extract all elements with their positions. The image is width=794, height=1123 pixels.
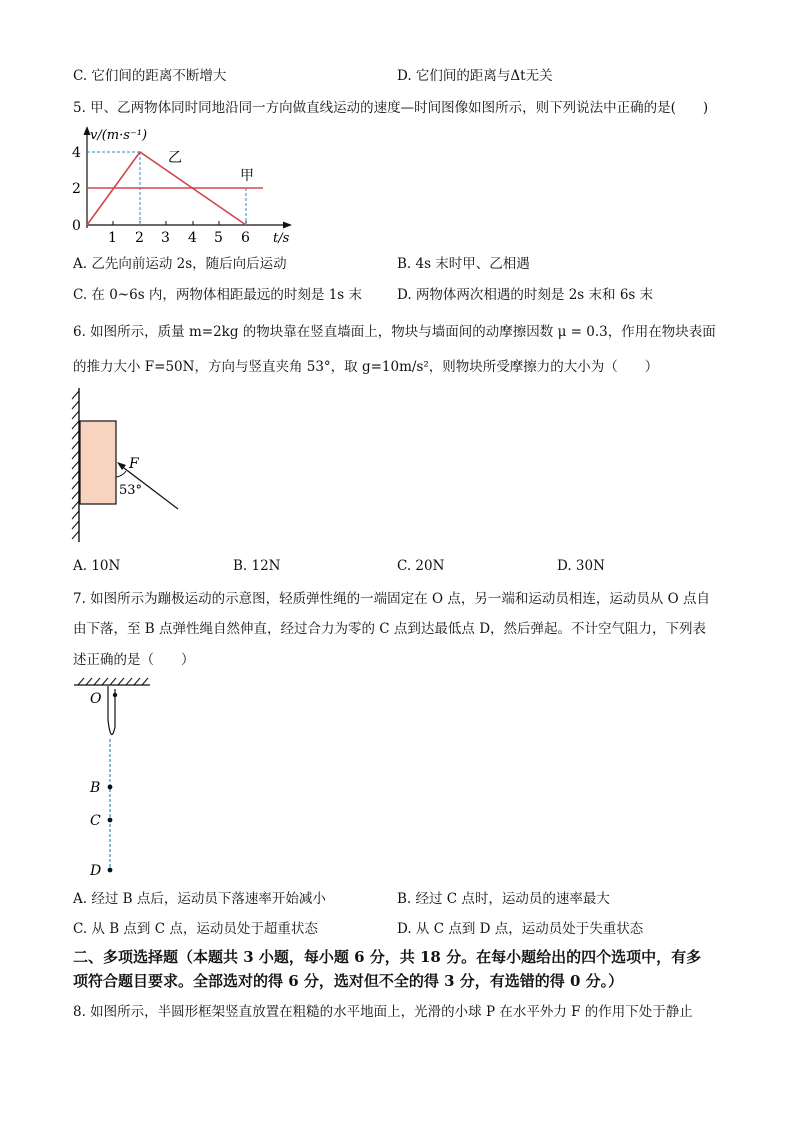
q6-wall-block-figure — [66, 385, 196, 545]
point-d — [108, 868, 113, 873]
q6-line-1: 6. 如图所示，质量 m=2kg 的物块靠在竖直墙面上，物块与墙面间的动摩擦因数 μ = 0.3，作用在物块表面 — [73, 324, 716, 340]
x-axis-label: t/s — [273, 231, 290, 246]
q7-line-3: 述正确的是（ ） — [73, 652, 195, 668]
q7-option-b: B. 经过 C 点时，运动员的速率最大 — [397, 891, 610, 907]
x-tick-2: 2 — [135, 230, 144, 246]
label-b: B — [90, 780, 101, 796]
label-jia: 甲 — [240, 168, 254, 184]
x-tick-5: 5 — [214, 230, 223, 246]
q6-option-a: A. 10N — [73, 558, 121, 574]
block — [80, 421, 116, 504]
q5-option-b: B. 4s 末时甲、乙相遇 — [397, 256, 530, 272]
x-tick-4: 4 — [188, 230, 197, 246]
angle-arc — [116, 471, 126, 477]
point-o — [113, 693, 117, 697]
q5-option-d: D. 两物体两次相遇的时刻是 2s 末和 6s 末 — [397, 287, 654, 303]
q5-option-c: C. 在 0~6s 内，两物体相距最远的时刻是 1s 末 — [73, 287, 363, 303]
q7-line-2: 由下落，至 B 点弹性绳自然伸直，经过合力为零的 C 点到达最低点 D，然后弹起。不计空气阻力，下列表 — [73, 621, 707, 637]
y-tick-2: 2 — [72, 181, 81, 197]
y-tick-0: 0 — [72, 218, 81, 234]
q4-option-c: C. 它们间的距离不断增大 — [73, 68, 227, 84]
y-tick-4: 4 — [72, 145, 81, 161]
label-o: O — [90, 691, 102, 707]
q7-line-1: 7. 如图所示为蹦极运动的示意图，轻质弹性绳的一端固定在 O 点，另一端和运动员相连，运动员从 O 点自 — [73, 591, 710, 607]
angle-label: 53° — [119, 483, 143, 498]
q5-vt-chart — [60, 120, 310, 250]
q8-line-1: 8. 如图所示，半圆形框架竖直放置在粗糙的水平地面上，光滑的小球 P 在水平外力 F 的作用下处于静止 — [73, 1004, 693, 1020]
q4-option-d: D. 它们间的距离与Δt无关 — [397, 68, 553, 84]
y-axis-label: v/(m·s⁻¹) — [90, 128, 148, 143]
label-c: C — [90, 813, 101, 829]
x-axis-arrow — [283, 222, 292, 229]
q6-option-c: C. 20N — [397, 558, 445, 574]
point-c — [108, 818, 113, 823]
wall-hatching — [72, 391, 79, 539]
x-tick-6: 6 — [241, 230, 250, 246]
label-d: D — [90, 863, 102, 879]
q7-bungee-figure — [70, 675, 160, 880]
q6-option-b: B. 12N — [233, 558, 281, 574]
q7-option-c: C. 从 B 点到 C 点，运动员处于超重状态 — [73, 921, 318, 937]
q6-line-2: 的推力大小 F=50N，方向与竖直夹角 53°，取 g=10m/s²，则物块所受摩擦力的大小为（ ） — [73, 359, 659, 375]
q6-option-d: D. 30N — [557, 558, 605, 574]
x-tick-3: 3 — [161, 230, 170, 246]
q5-option-a: A. 乙先向前运动 2s，随后向后运动 — [73, 256, 287, 272]
force-label: F — [129, 456, 139, 472]
section-2-heading-line-2: 项符合题目要求。全部选对的得 6 分，选对但不全的得 3 分，有选错的得 0 分。） — [73, 972, 624, 990]
q7-option-d: D. 从 C 点到 D 点，运动员处于失重状态 — [397, 921, 644, 937]
q7-option-a: A. 经过 B 点后，运动员下落速率开始减小 — [73, 891, 326, 907]
label-yi: 乙 — [168, 150, 182, 166]
point-b — [108, 785, 113, 790]
q5-stem: 5. 甲、乙两物体同时同地沿同一方向做直线运动的速度—时间图像如图所示，则下列说法中正确的是( ) — [73, 100, 709, 116]
x-tick-1: 1 — [108, 230, 117, 246]
section-2-heading-line-1: 二、多项选择题（本题共 3 小题，每小题 6 分，共 18 分。在每小题给出的四个选项中，有多 — [73, 948, 702, 966]
ceiling-hatching — [78, 678, 148, 685]
